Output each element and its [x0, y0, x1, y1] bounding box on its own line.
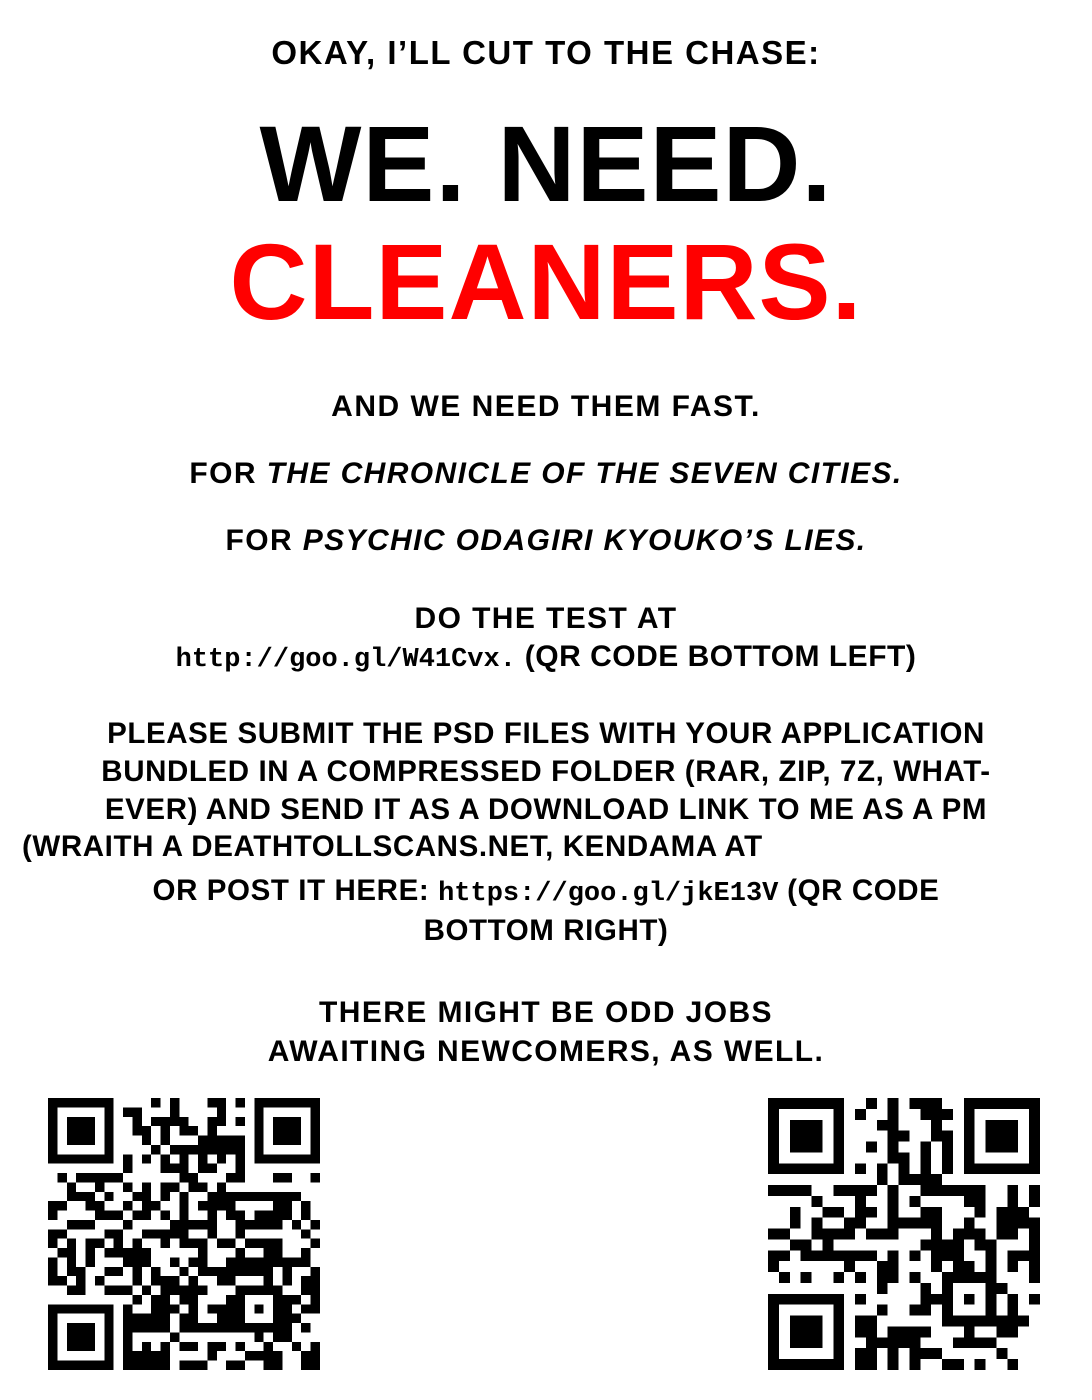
- series-title-2: PSYCHIC ODAGIRI KYOUKO’S LIES.: [302, 524, 867, 558]
- headline-line-1: WE. NEED.: [259, 103, 833, 224]
- for-line-2: [226, 524, 867, 558]
- subhead-text: AND WE NEED THEM FAST.: [331, 390, 761, 424]
- test-instructions: [176, 602, 917, 675]
- post-instructions: [18, 872, 1074, 949]
- post-url[interactable]: https://goo.gl/jkE13V: [438, 879, 779, 910]
- submission-instructions: [18, 715, 1074, 866]
- submit-line-1: PLEASE SUBMIT THE PSD FILES WITH YOUR APPLICATION: [107, 717, 985, 751]
- qr-code-bottom-right[interactable]: [768, 1098, 1040, 1370]
- post-note: (QR CODE: [778, 874, 940, 908]
- odd-jobs-text: [268, 993, 824, 1071]
- test-note: (QR CODE BOTTOM LEFT): [515, 640, 917, 674]
- submit-line-4: (WRAITH A DEATHTOLLSCANS.NET, KENDAMA AT: [22, 830, 763, 864]
- odd-jobs-line-1: THERE MIGHT BE ODD JOBS: [319, 996, 773, 1030]
- post-line-1: [18, 872, 1074, 912]
- post-line-2: BOTTOM RIGHT): [423, 913, 669, 947]
- series-title-1: THE CHRONICLE OF THE SEVEN CITIES.: [266, 457, 903, 491]
- headline-line-2: CLEANERS.: [229, 220, 863, 342]
- test-url[interactable]: http://goo.gl/W41Cvx.: [175, 645, 516, 676]
- for-prefix-1: FOR: [189, 457, 267, 491]
- qr-code-row: [0, 1090, 1092, 1400]
- odd-jobs-line-2: AWAITING NEWCOMERS, AS WELL.: [267, 1035, 825, 1069]
- test-line-2: [176, 640, 917, 675]
- submit-line-3: EVER) AND SEND IT AS A DOWNLOAD LINK TO ME AS A PM: [104, 792, 988, 826]
- hook-text: OKAY, I’LL CUT TO THE CHASE:: [271, 34, 821, 71]
- submit-line-2: BUNDLED IN A COMPRESSED FOLDER (RAR, ZIP, 7Z, WHAT-: [101, 754, 991, 788]
- post-prefix: OR POST IT HERE:: [152, 874, 439, 908]
- for-line-1: [189, 457, 902, 491]
- test-line-1: DO THE TEST AT: [414, 602, 678, 636]
- qr-code-bottom-left[interactable]: [48, 1098, 320, 1370]
- for-prefix-2: FOR: [225, 524, 303, 558]
